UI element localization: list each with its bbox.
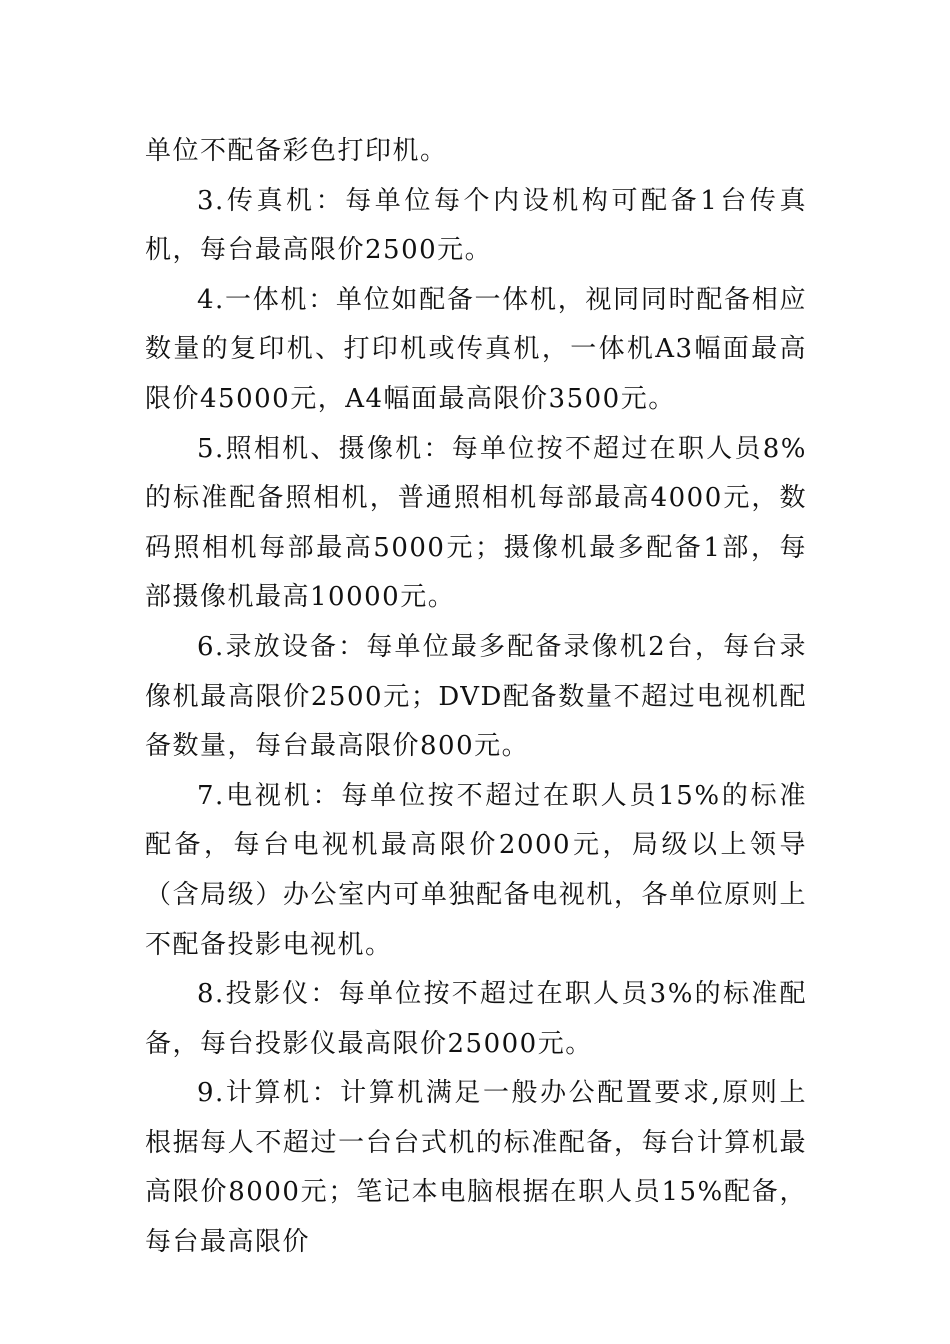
paragraph-computer: 9.计算机：计算机满足一般办公配置要求,原则上根据每人不超过一台台式机的标准配备，每台计算机最高限价8000元；笔记本电脑根据在职人员15%配备，每台最高限价 xyxy=(145,1078,807,1258)
paragraph-multifunction-printer: 4.一体机：单位如配备一体机，视同同时配备相应数量的复印机、打印机或传真机，一体机A3幅面最高限价45000元，A4幅面最高限价3500元。 xyxy=(145,284,807,414)
paragraph-camera-camcorder: 5.照相机、摄像机：每单位按不超过在职人员8%的标准配备照相机，普通照相机每部最高4000元，数码照相机每部最高5000元；摄像机最多配备1部，每部摄像机最高10000元。 xyxy=(145,433,807,613)
paragraph-continuation: 单位不配备彩色打印机。 xyxy=(145,136,448,166)
document-body xyxy=(145,127,807,1268)
paragraph-projector: 8.投影仪：每单位按不超过在职人员3%的标准配备，每台投影仪最高限价25000元。 xyxy=(145,979,807,1059)
paragraph-recording-equipment: 6.录放设备：每单位最多配备录像机2台，每台录像机最高限价2500元；DVD配备数量不超过电视机配备数量，每台最高限价800元。 xyxy=(145,631,807,762)
paragraph-television: 7.电视机：每单位按不超过在职人员15%的标准配备，每台电视机最高限价2000元，局级以上领导（含局级）办公室内可单独配备电视机，各单位原则上不配备投影电视机。 xyxy=(145,780,807,960)
paragraph-fax-machine: 3.传真机：每单位每个内设机构可配备1台传真机，每台最高限价2500元。 xyxy=(145,185,807,266)
